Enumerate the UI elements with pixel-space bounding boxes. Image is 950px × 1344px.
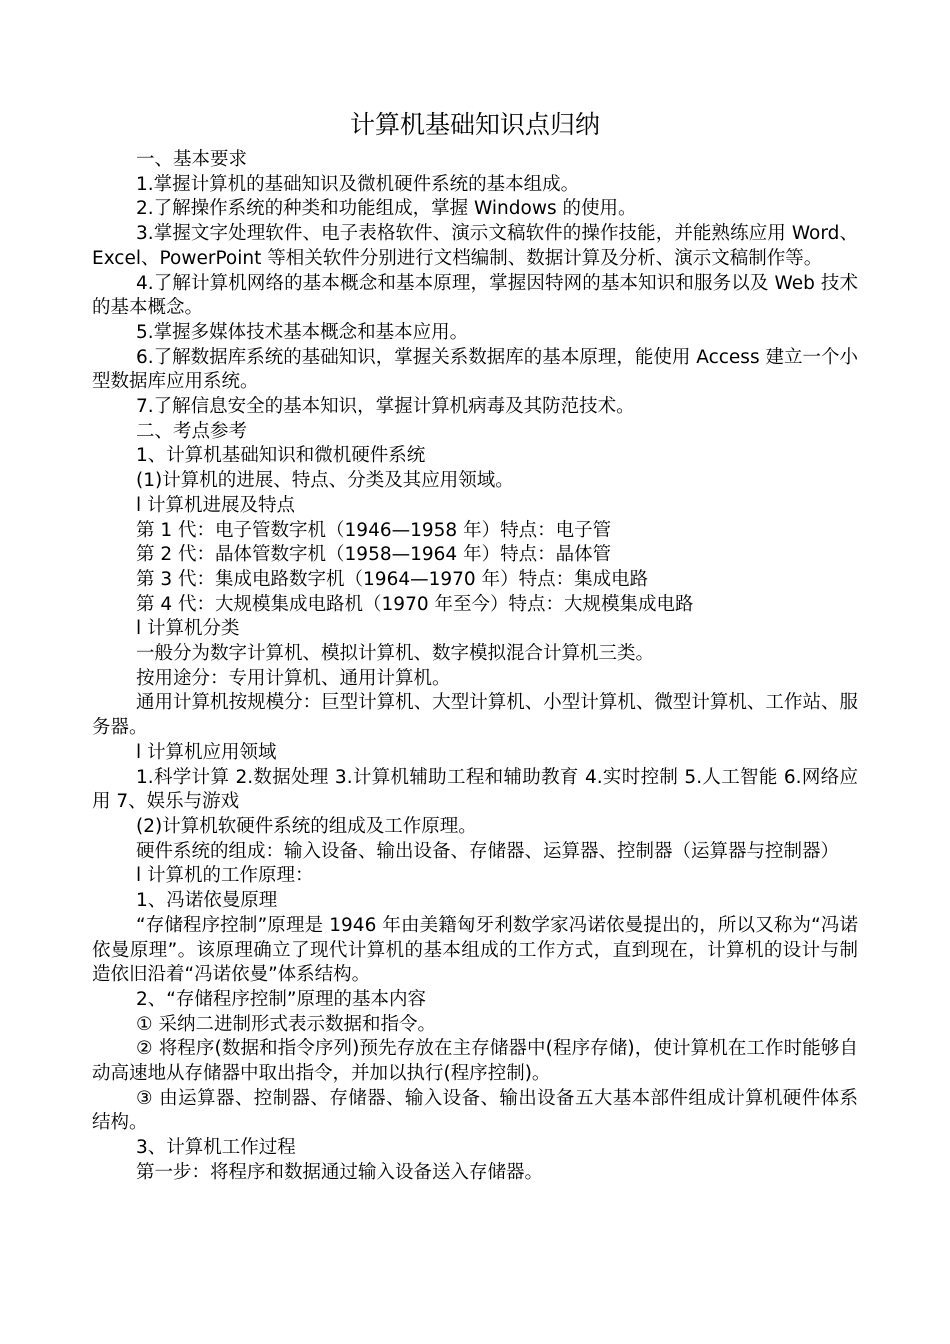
paragraph: l 计算机分类 (136, 618, 240, 640)
paragraph: 硬件系统的组成：输入设备、输出设备、存储器、运算器、控制器（运算器与控制器） (136, 840, 840, 862)
paragraph: 第 1 代：电子管数字机（1946—1958 年）特点：电子管 (136, 519, 612, 541)
document-title: 计算机基础知识点归纳 (349, 110, 600, 139)
paragraph: 1、计算机基础知识和微机硬件系统 (136, 445, 426, 467)
paragraph: “存储程序控制”原理是 1946 年由美籍匈牙利数学家冯诺依曼提出的，所以又称为“冯诺依曼原理”。该原理确立了现代计算机的基本组成的工作方式，直到现在，计算机的设计与制造依旧沿着“冯诺依曼”体系结构。 (92, 914, 858, 986)
paragraph: ② 将程序(数据和指令序列)预先存放在主存储器中(程序存储)，使计算机在工作时能够自动高速地从存储器中取出指令，并加以执行(程序控制)。 (92, 1038, 858, 1085)
paragraph: (2)计算机软硬件系统的组成及工作原理。 (136, 815, 477, 837)
paragraph: ③ 由运算器、控制器、存储器、输入设备、输出设备五大基本部件组成计算机硬件体系结构。 (92, 1087, 858, 1134)
paragraph: 通用计算机按规模分：巨型计算机、大型计算机、小型计算机、微型计算机、工作站、服务器。 (92, 692, 858, 739)
paragraph: 6.了解数据库系统的基础知识，掌握关系数据库的基本原理，能使用 Access 建立一个小型数据库应用系统。 (92, 346, 858, 393)
paragraph: 7.了解信息安全的基本知识，掌握计算机病毒及其防范技术。 (136, 396, 635, 418)
section-heading: 二、考点参考 (136, 420, 248, 442)
paragraph: 1.科学计算 2.数据处理 3.计算机辅助工程和辅助教育 4.实时控制 5.人工智能 6.网络应用 7、娱乐与游戏 (92, 766, 858, 813)
paragraph: 3.掌握文字处理软件、电子表格软件、演示文稿软件的操作技能，并能熟练应用 Word、Excel、PowerPoint 等相关软件分别进行文档编制、数据计算及分析、演示文稿制作等。 (92, 223, 858, 269)
paragraph: 3、计算机工作过程 (136, 1137, 296, 1159)
paragraph: (1)计算机的进展、特点、分类及其应用领域。 (136, 470, 514, 492)
paragraph: 一般分为数字计算机、模拟计算机、数字模拟混合计算机三类。 (136, 643, 655, 665)
paragraph: 第 2 代：晶体管数字机（1958—1964 年）特点：晶体管 (136, 544, 612, 566)
paragraph: l 计算机的工作原理： (136, 865, 314, 887)
paragraph: 1、冯诺依曼原理 (136, 890, 278, 912)
paragraph: l 计算机进展及特点 (136, 494, 296, 516)
section-heading: 一、基本要求 (136, 149, 248, 170)
paragraph: 第 3 代：集成电路数字机（1964—1970 年）特点：集成电路 (136, 568, 649, 590)
paragraph: 2.了解操作系统的种类和功能组成，掌握 Windows 的使用。 (136, 198, 637, 220)
paragraph: ① 采纳二进制形式表示数据和指令。 (136, 1013, 436, 1035)
paragraph: 1.掌握计算机的基础知识及微机硬件系统的基本组成。 (136, 173, 580, 195)
paragraph: l 计算机应用领域 (136, 741, 277, 763)
paragraph: 第 4 代：大规模集成电路机（1970 年至今）特点：大规模集成电路 (136, 593, 694, 615)
paragraph: 4.了解计算机网络的基本概念和基本原理，掌握因特网的基本知识和服务以及 Web 技术的基本概念。 (92, 272, 858, 319)
paragraph: 按用途分：专用计算机、通用计算机。 (136, 667, 451, 689)
paragraph: 5.掌握多媒体技术基本概念和基本应用。 (136, 321, 469, 343)
document-body (92, 148, 858, 1186)
paragraph: 第一步：将程序和数据通过输入设备送入存储器。 (136, 1161, 544, 1183)
paragraph: 2、“存储程序控制”原理的基本内容 (136, 988, 426, 1010)
